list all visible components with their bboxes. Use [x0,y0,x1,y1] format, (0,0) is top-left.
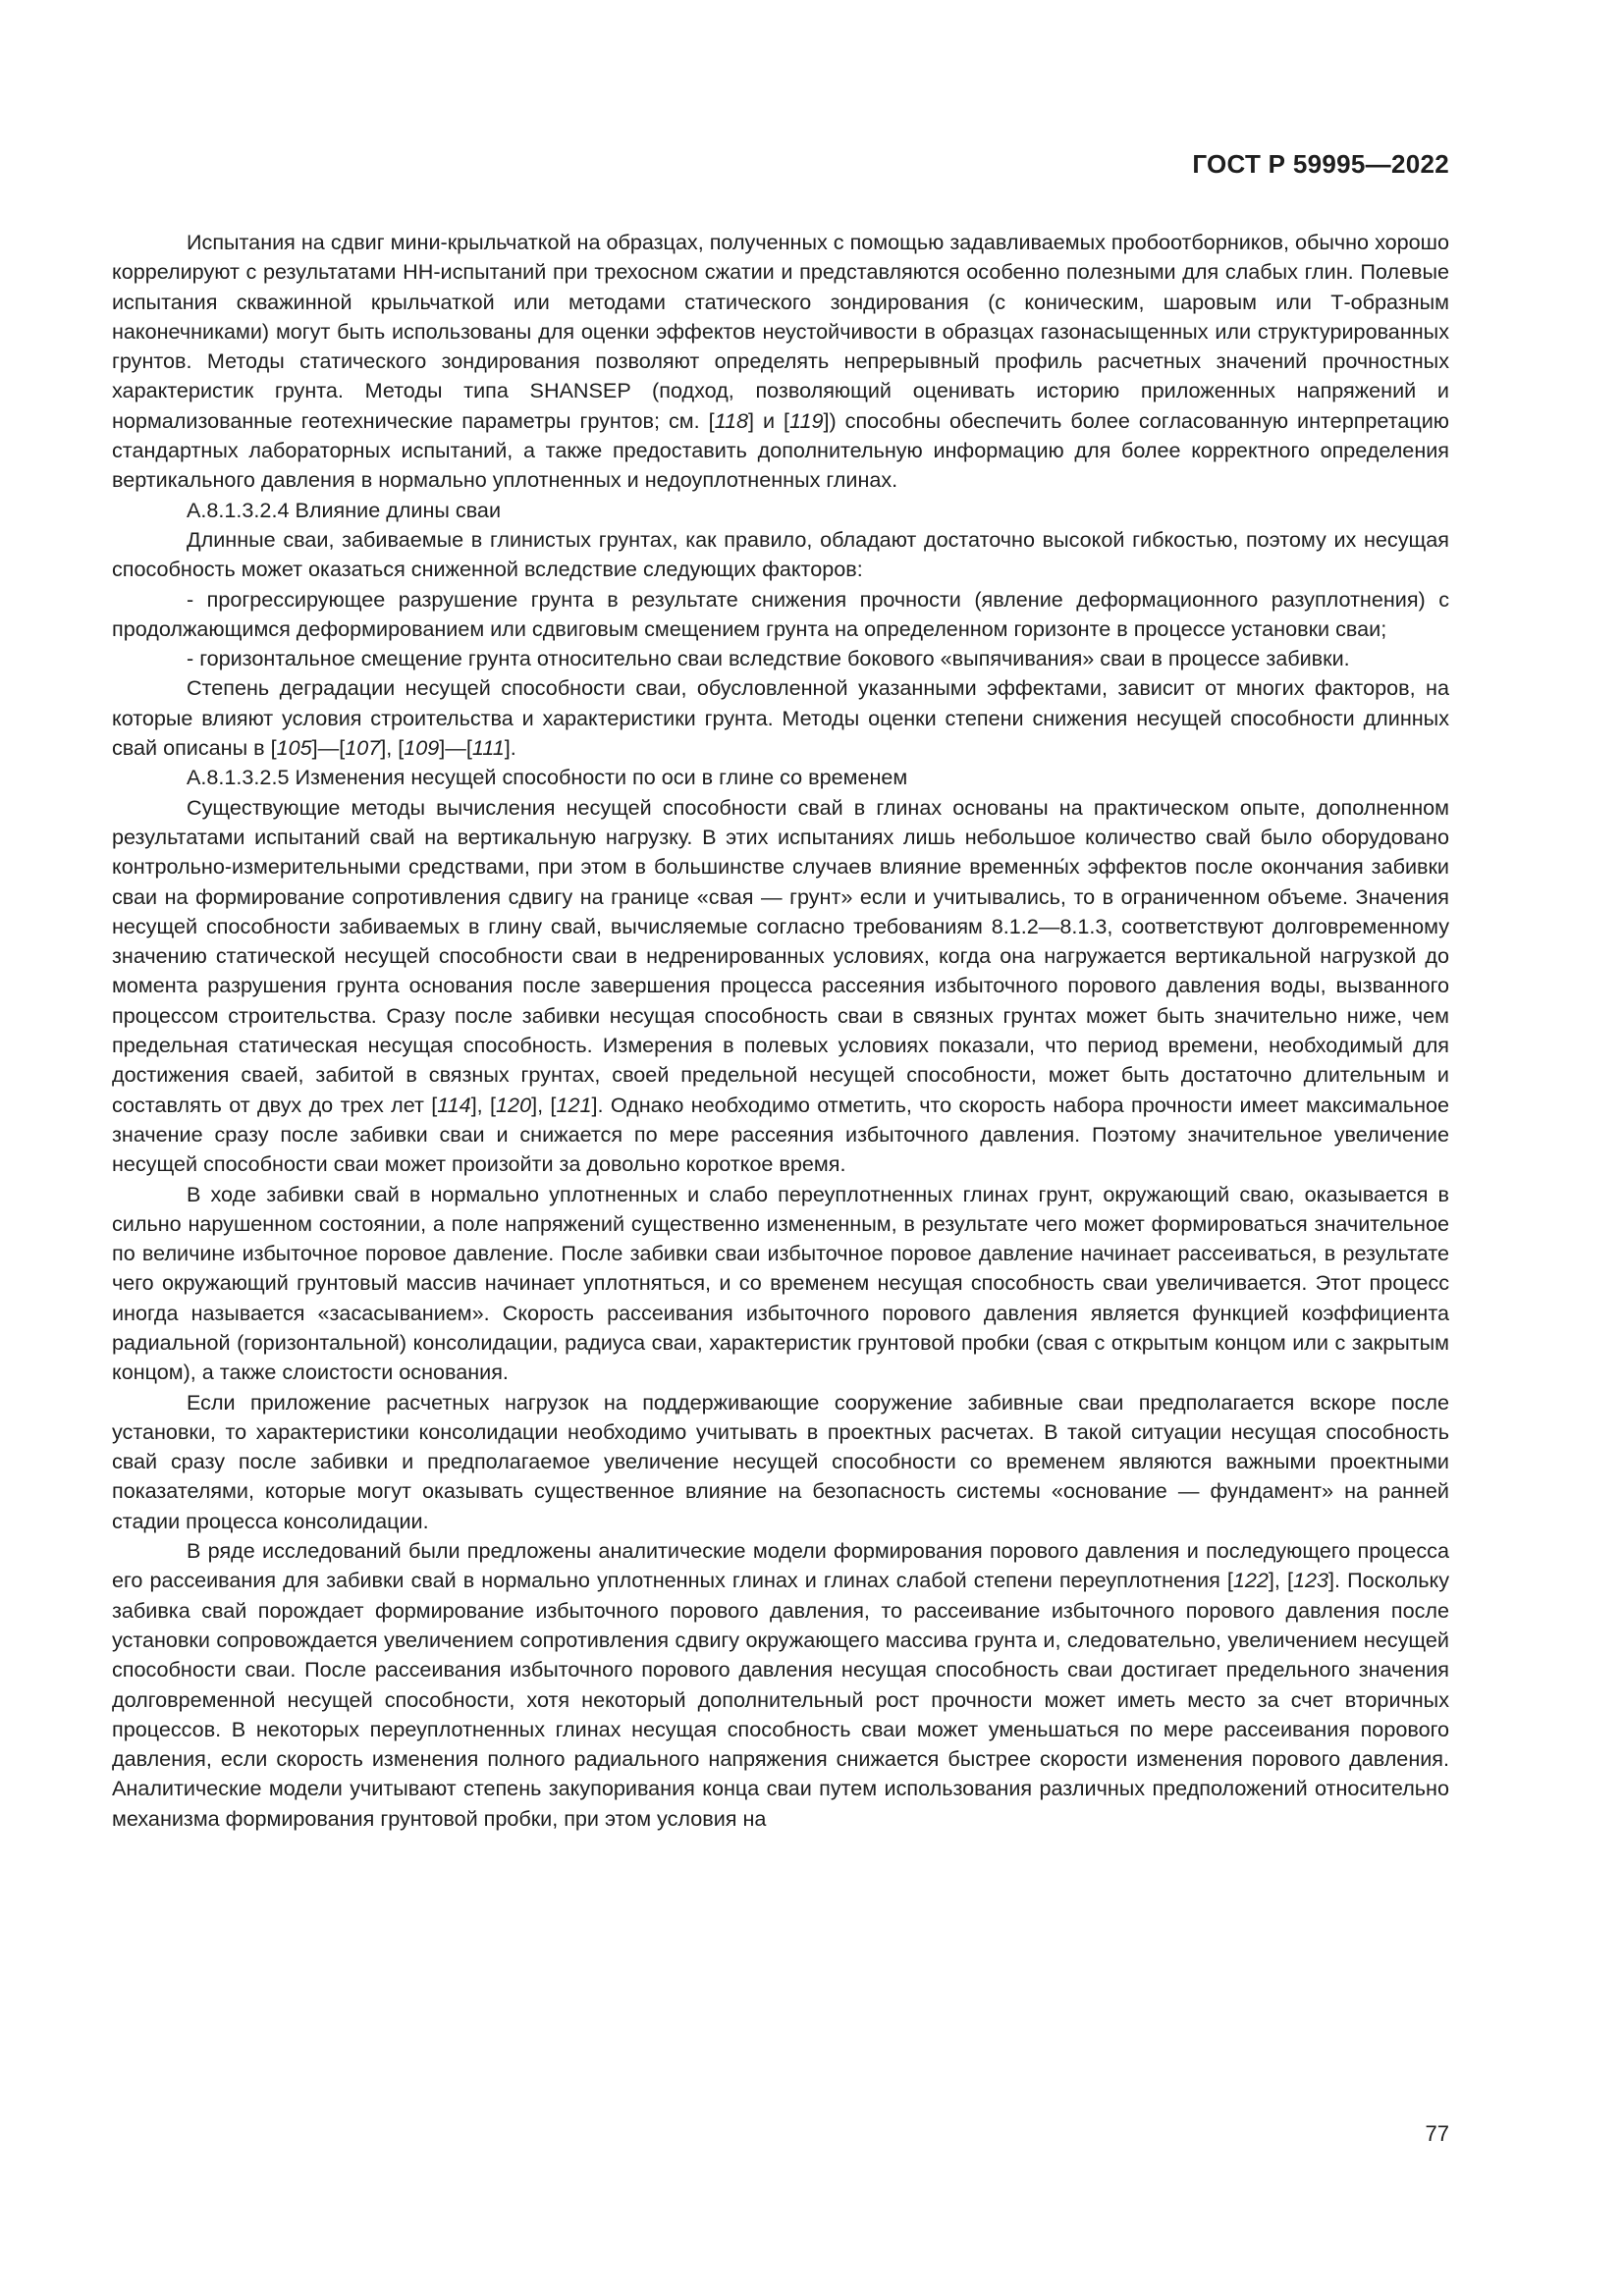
reference-number: 120 [496,1092,532,1117]
list-item: - горизонтальное смещение грунта относительно сваи вследствие бокового «выпячивания» сваи в процессе забивки. [187,646,1350,671]
paragraph: Длинные сваи, забиваемые в глинистых грунтах, как правило, обладают достаточно высокой гибкостью, поэтому их несущая способность может оказаться сниженной вследствие следующих факторов: [112,526,1449,582]
section-heading: А.8.1.3.2.5 Изменения несущей способности по оси в глине со временем [187,765,908,790]
paragraph: Существующие методы вычисления несущей способности свай в глинах основаны на практическом опыте, дополненном результатами испытаний свай на вертикальную нагрузку. В этих испытаниях лишь небольшое количество свай было оборудовано контрольно-измерительными средствами, при этом в большинстве случаев влияние временны́х эффектов после окончания забивки сваи на формирование сопротивления сдвигу на границе «свая — грунт» если и учитывались, то в ограниченном объеме. Значения несущей способности забиваемых в глину свай, вычисляемые согласно требованиям 8.1.2—8.1.3, соответствуют долговременному значению статической несущей способности сваи в недренированных условиях, когда она нагружается вертикальной нагрузкой до момента разрушения грунта основания после завершения процесса рассеяния избыточного порового давления воды, вызванного процессом строительства. Сразу после забивки несущая способность сваи в связных грунтах может быть значительно ниже, чем предельная статическая несущая способность. Измерения в полевых условиях показали, что период времени, необходимый для достижения сваей, забитой в связных грунтах, своей предельной несущей способности, может быть достаточно длительным и составлять от двух до трех лет [114], [120], [121]. Однако необходимо отметить, что скорость набора прочности имеет максимальное значение сразу после забивки сваи и снижается по мере рассеяния избыточного давления. Поэтому значительное увеличение несущей способности сваи может произойти за довольно короткое время. [112,794,1450,1177]
body-text [112,228,1449,1834]
reference-number: 111 [471,735,505,761]
paragraph: В ходе забивки свай в нормально уплотненных и слабо переуплотненных глинах грунт, окружающий сваю, оказывается в сильно нарушенном состоянии, а поле напряжений существенно измененным, в результате чего может формироваться значительное по величине избыточное поровое давление. После забивки сваи избыточное поровое давление начинает рассеиваться, в результате чего окружающий грунтовый массив начинает уплотняться, и со временем несущая способность сваи увеличивается. Этот процесс иногда называется «засасыванием». Скорость рассеивания избыточного порового давления является функцией коэффициента радиальной (горизонтальной) консолидации, радиуса сваи, характеристик грунтовой пробки (свая с открытым концом или с закрытым концом), а также слоистости основания. [112,1181,1449,1385]
reference-number: 107 [345,735,381,761]
standard-header: ГОСТ Р 59995—2022 [1192,149,1449,179]
reference-number: 123 [1293,1568,1329,1593]
reference-number: 121 [556,1092,592,1117]
reference-number: 118 [714,407,749,433]
paragraph: В ряде исследований были предложены аналитические модели формирования порового давления и последующего процесса его рассеивания для забивки свай в нормально уплотненных глинах и глинах слабой степени переуплотнения [122], [123]. Поскольку забивка свай порождает формирование избыточного порового давления, то рассеивание избыточного порового давления после установки сопровождается увеличением сопротивления сдвигу окружающего массива грунта и, следовательно, увеличением несущей способности сваи. После рассеивания избыточного порового давления несущая способность сваи достигает предельного значения долговременной несущей способности, хотя некоторый дополнительный рост прочности может иметь место за счет вторичных процессов. В некоторых переуплотненных глинах несущая способность сваи может уменьшаться по мере рассеивания порового давления, если скорость изменения полного радиального напряжения снижается быстрее скорости изменения порового давления. Аналитические модели учитывают степень закупоривания конца сваи путем использования различных предположений относительно механизма формирования грунтовой пробки, при этом условия на [112,1538,1450,1831]
section-heading: А.8.1.3.2.4 Влияние длины сваи [187,497,502,522]
page-number: 77 [1425,2121,1449,2146]
reference-number: 114 [437,1092,471,1117]
paragraph: Если приложение расчетных нагрузок на поддерживающие сооружение забивные сваи предполагается вскоре после установки, то характеристики консолидации необходимо учитывать в проектных расчетах. В такой ситуации несущая способность свай сразу после забивки и предполагаемое увеличение несущей способности со временем являются важными проектными показателями, которые могут оказывать существенное влияние на безопасность системы «основание — фундамент» на ранней стадии процесса консолидации. [112,1389,1449,1533]
reference-number: 105 [276,735,312,761]
reference-number: 122 [1232,1568,1269,1593]
list-item: - прогрессирующее разрушение грунта в результате снижения прочности (явление деформационного разуплотнения) с продолжающимся деформированием или сдвиговым смещением грунта на определенном горизонте в процессе установки сваи; [112,586,1449,641]
paragraph: Испытания на сдвиг мини-крыльчаткой на образцах, полученных с помощью задавливаемых пробоотборников, обычно хорошо коррелируют с результатами НН-испытаний при трехосном сжатии и представляются особенно полезными для слабых глин. Полевые испытания скважинной крыльчаткой или методами статического зондирования (с коническим, шаровым или Т-образным наконечниками) могут быть использованы для оценки эффектов неустойчивости в образцах газонасыщенных или структурированных грунтов. Методы статического зондирования позволяют определять непрерывный профиль расчетных значений прочностных характеристик грунта. Методы типа SHANSEP (подход, позволяющий оценивать историю приложенных напряжений и нормализованные геотехнические параметры грунтов; см. [118] и [119]) способны обеспечить более согласованную интерпретацию стандартных лабораторных испытаний, а также предоставить дополнительную информацию для более корректного определения вертикального давления в нормально уплотненных и недоуплотненных глинах. [112,230,1449,493]
reference-number: 119 [789,407,824,433]
reference-number: 109 [404,735,440,761]
paragraph: Степень деградации несущей способности сваи, обусловленной указанными эффектами, зависит от многих факторов, на которые влияют условия строительства и характеристики грунта. Методы оценки степени снижения несущей способности длинных свай описаны в [105]—[107], [109]—[111]. [112,675,1449,761]
